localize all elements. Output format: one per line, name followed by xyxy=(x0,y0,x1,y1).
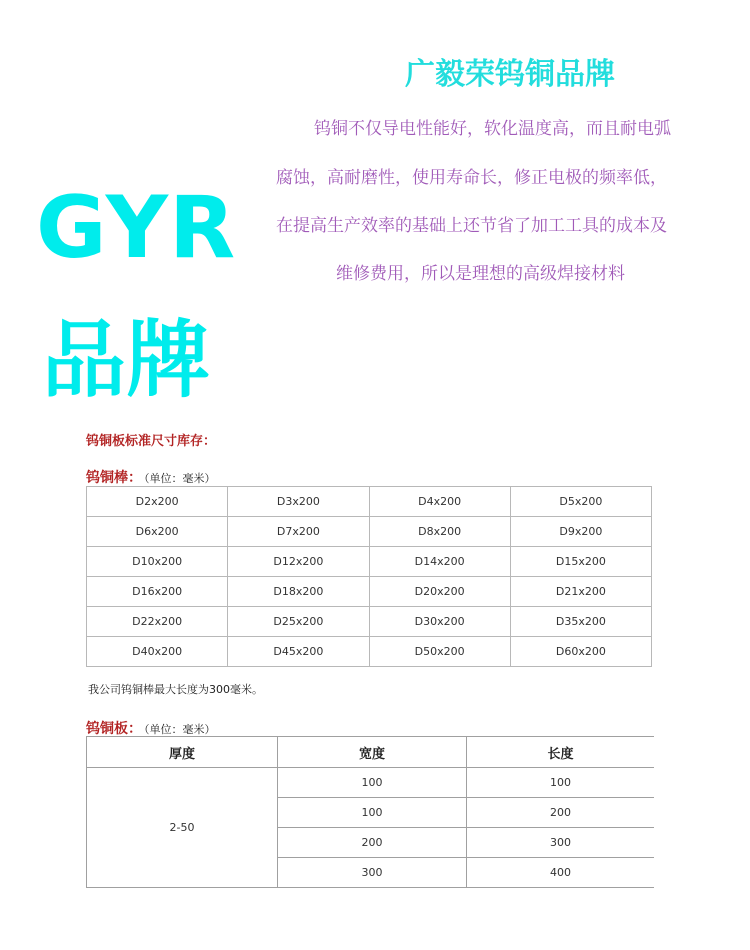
table-cell: 400 xyxy=(467,858,655,888)
table-cell: 100 xyxy=(278,798,467,828)
table-cell: D10x200 xyxy=(87,547,228,577)
intro-line: 腐蚀，高耐磨性，使用寿命长，修正电极的频率低， xyxy=(276,168,667,188)
stock-heading: 钨铜板标准尺寸库存： xyxy=(86,434,217,449)
table-cell: D14x200 xyxy=(369,547,510,577)
plate-unit: （单位：毫米） xyxy=(144,723,216,736)
column-header-thickness: 厚度 xyxy=(87,737,278,768)
table-cell: D45x200 xyxy=(228,637,369,667)
table-row xyxy=(87,768,655,798)
table-cell: D6x200 xyxy=(87,517,228,547)
table-cell: D8x200 xyxy=(369,517,510,547)
thickness-cell: 2-50 xyxy=(87,768,278,888)
rod-title: 钨铜棒： xyxy=(86,470,142,486)
table-cell: 200 xyxy=(278,828,467,858)
table-cell: D50x200 xyxy=(369,637,510,667)
rod-unit: （单位：毫米） xyxy=(144,472,216,485)
table-cell: D9x200 xyxy=(510,517,651,547)
plate-section-title xyxy=(86,718,216,738)
table-cell: 200 xyxy=(467,798,655,828)
table-cell: 300 xyxy=(467,828,655,858)
table-cell: D2x200 xyxy=(87,487,228,517)
table-cell: D15x200 xyxy=(510,547,651,577)
table-row xyxy=(87,517,652,547)
column-header-length: 长度 xyxy=(467,737,655,768)
table-cell: D7x200 xyxy=(228,517,369,547)
table-cell: 300 xyxy=(278,858,467,888)
rod-section-title xyxy=(86,467,216,487)
table-cell: D18x200 xyxy=(228,577,369,607)
table-header-row xyxy=(87,737,655,768)
table-row xyxy=(87,547,652,577)
table-cell: D25x200 xyxy=(228,607,369,637)
rod-length-note: 我公司钨铜棒最大长度为300毫米。 xyxy=(88,683,263,696)
intro-line: 在提高生产效率的基础上还节省了加工工具的成本及 xyxy=(276,216,667,236)
table-cell: D21x200 xyxy=(510,577,651,607)
table-row xyxy=(87,637,652,667)
plate-title: 钨铜板： xyxy=(86,721,142,737)
table-cell: D35x200 xyxy=(510,607,651,637)
column-header-width: 宽度 xyxy=(278,737,467,768)
table-cell: 100 xyxy=(467,768,655,798)
table-cell: 100 xyxy=(278,768,467,798)
table-cell: D22x200 xyxy=(87,607,228,637)
table-cell: D3x200 xyxy=(228,487,369,517)
table-row xyxy=(87,577,652,607)
table-cell: D12x200 xyxy=(228,547,369,577)
intro-line: 维修费用，所以是理想的高级焊接材料 xyxy=(336,264,625,284)
table-cell: D40x200 xyxy=(87,637,228,667)
plate-size-table xyxy=(86,736,654,888)
table-cell: D30x200 xyxy=(369,607,510,637)
table-row xyxy=(87,607,652,637)
table-cell: D20x200 xyxy=(369,577,510,607)
brand-logo-gyr: GYR xyxy=(36,178,237,278)
intro-title: 广毅荣钨铜品牌 xyxy=(405,57,615,92)
table-row xyxy=(87,487,652,517)
brand-logo xyxy=(36,178,236,410)
rod-size-table xyxy=(86,486,652,667)
brand-logo-pinpai: 品牌 xyxy=(42,311,211,409)
intro-line: 钨铜不仅导电性能好，软化温度高，而且耐电弧 xyxy=(314,119,671,139)
table-cell: D16x200 xyxy=(87,577,228,607)
table-cell: D5x200 xyxy=(510,487,651,517)
table-cell: D4x200 xyxy=(369,487,510,517)
table-cell: D60x200 xyxy=(510,637,651,667)
